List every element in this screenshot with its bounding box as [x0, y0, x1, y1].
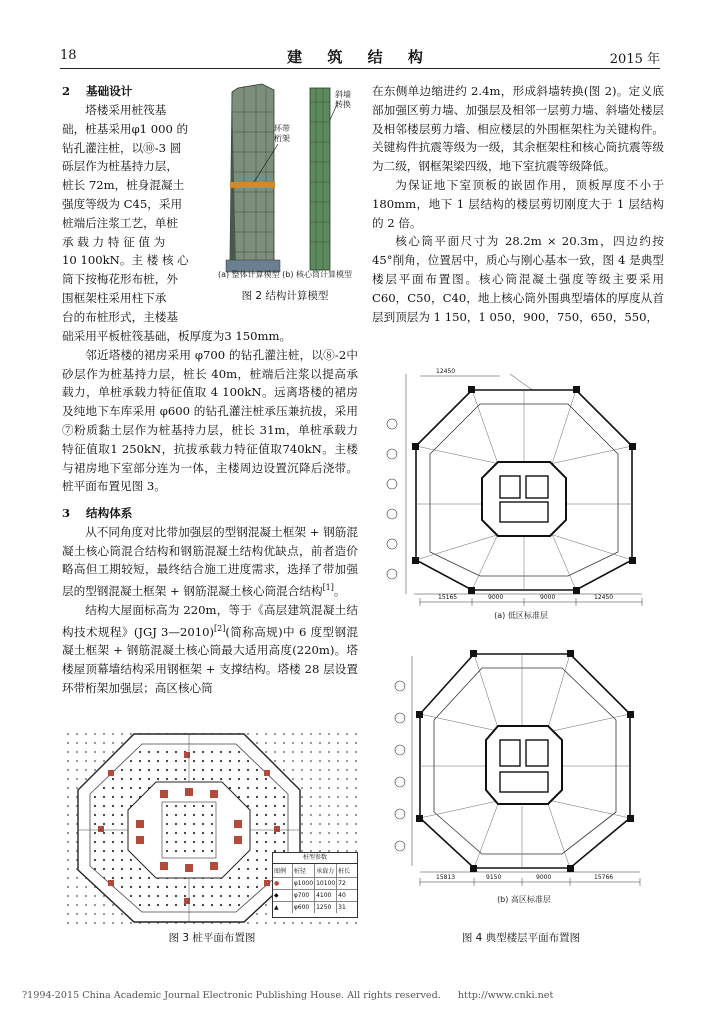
legend-cell: 72: [337, 878, 357, 890]
section-2-wrapped-text: [62, 101, 208, 327]
legend-cell: 40: [337, 890, 357, 902]
figure-3-pile-plan: [64, 730, 360, 924]
core-tube-model: [310, 88, 330, 270]
legend-cell: 承载力: [315, 864, 337, 878]
text-run: (简称高规)中 6 度型钢混凝土框架 + 钢筋混凝土核心筒最大适用高度(220m)。塔楼屋顶幕墙结构采用钢框架 + 支撑结构。塔楼 28 层设置环带桁架加强层；高区核心筒: [62, 624, 359, 695]
text-line: 强度等级为 C45，采用: [62, 196, 183, 211]
legend-grid: [273, 864, 357, 913]
paragraph: 在东侧单边缩进约 2.4m，形成斜墙转换(图 2)。定义底部加强区剪力墙、加强层及相邻一层剪力墙、斜墙处楼层及相邻楼层剪力墙、相应楼层的外围框架柱为关键构件。关键构件抗震等级为一级，其余框架柱和核心筒抗震等级为二级，钢框架梁四级，地下室抗震等级降低。: [372, 84, 664, 174]
running-header: [60, 44, 660, 69]
text-line: 塔楼采用桩筏基: [85, 103, 167, 117]
legend-cell: 桩长: [337, 864, 357, 878]
legend-cell: 4100: [315, 890, 337, 902]
text-line: 砾层作为桩基持力层，: [62, 159, 178, 174]
dimension-label: 12450: [436, 368, 456, 375]
legend-cell: ◆: [273, 890, 293, 902]
section-2-body: [62, 327, 358, 496]
legend-title: 桩型参数: [273, 853, 357, 864]
figure-2-caption: 图 2 结构计算模型: [241, 290, 329, 302]
whole-tower-model: [226, 84, 280, 272]
dimension-label: 9000: [540, 594, 556, 601]
section-title: 基础设计: [86, 84, 133, 98]
copyright-text: ?1994-2015 China Academic Journal Electronic Publishing House. All rights reserved.: [22, 990, 441, 1001]
legend-cell: 桩径: [293, 864, 315, 878]
paragraph: 为保证地下室顶板的嵌固作用，顶板厚度不小于 180mm，地下 1 层结构的楼层剪切刚度大于 1 层结构的 2 倍。: [372, 177, 664, 230]
legend-cell: 1250: [315, 902, 337, 913]
text-line: 台的布桩形式，主楼基: [62, 309, 178, 324]
page-footer: [22, 990, 567, 1001]
slope-wall-label: 斜墙转换: [335, 90, 351, 109]
dimension-label: 15766: [594, 874, 614, 881]
belt-truss-label: 环带桁架: [274, 124, 290, 143]
figure-4b-subcaption: (b) 高区标准层: [497, 895, 551, 904]
section-title: 结构体系: [86, 506, 133, 520]
figure-4b-high-zone-plan: [390, 636, 658, 906]
paragraph: [62, 601, 358, 698]
paragraph: 核心筒平面尺寸为 28.2m × 20.3m，四边约按 45°削角，位置居中，质心与刚心基本一致，图 4 是典型楼层平面布置图。核心筒混凝土强度等级主要采用 C60，C50，C40，地上核心筒外围典型墙体的厚度从首层到顶层为 1 150，1 050，900，750，650，550，: [372, 234, 664, 324]
text-line: 筒下按梅花形布桩，外: [62, 272, 178, 287]
dimension-label: 9000: [488, 594, 504, 601]
dimension-label: 15813: [436, 874, 456, 881]
figure-2-subcaption: (a) 整体计算模型 (b) 核心筒计算模型: [217, 270, 353, 279]
issue-year: 2015 年: [609, 52, 660, 67]
citation-ref[interactable]: [1]: [322, 583, 334, 593]
figure-4a-subcaption: (a) 低区标准层: [494, 611, 548, 620]
figure-4a-low-zone-plan: [380, 364, 662, 622]
page-number: 18: [60, 48, 77, 63]
right-column-text: [372, 82, 664, 326]
legend-cell: ▲: [273, 902, 293, 913]
tower-model-drawing: [210, 82, 358, 282]
legend-cell: 31: [338, 904, 346, 911]
legend-cell: 10100: [315, 878, 337, 890]
section-number: 2: [62, 84, 71, 98]
figure-2-model: [210, 82, 358, 282]
text-run: 结构大屋面标高为 220m，等于《高层建筑混凝土结构技术规程》(JGJ 3—2010): [62, 602, 358, 639]
dimension-label: 9150: [486, 874, 502, 881]
text-run: 。: [333, 584, 346, 599]
floor-plan-a-drawing: [380, 364, 662, 622]
text-line: 桩长 72m，桩身混凝土: [62, 178, 185, 193]
legend-cell: φ1000: [293, 878, 315, 890]
paragraph: [62, 523, 358, 601]
legend-cell: 图例: [273, 864, 293, 878]
text-line: 承 载 力 特 征 值 为: [62, 234, 166, 249]
pile-legend-table: [272, 852, 358, 918]
text-line: 桩端后注浆工艺，单桩: [62, 215, 178, 230]
text-run: 从不同角度对比带加强层的型钢混凝土框架 + 钢筋混凝土核心筒混合结构和钢筋混凝土结构优缺点，前者造价略高但工期较短，最终结合施工进度需求，选择了带加强层的型钢混凝土框架 + 钢筋混凝土核心筒混合结构: [62, 524, 358, 599]
text-line: 础，桩基采用φ1 000 的: [62, 121, 189, 136]
text-line: 围框架柱采用柱下承: [62, 290, 167, 305]
legend-cell: ●: [273, 878, 293, 890]
dimension-label: 15165: [438, 594, 458, 601]
journal-title: 建 筑 结 构: [287, 48, 433, 66]
figure-3-caption: 图 3 桩平面布置图: [168, 932, 256, 944]
floor-plan-b-drawing: [390, 636, 658, 906]
section-3-heading: [62, 504, 358, 523]
belt-truss-band: [230, 182, 275, 188]
section-3: [62, 504, 358, 698]
dimension-label: 9000: [536, 874, 552, 881]
text-line: 10 100kN。主 楼 核 心: [62, 253, 189, 268]
citation-ref[interactable]: [2]: [213, 623, 226, 633]
paragraph: 邻近塔楼的裙房采用 φ700 的钻孔灌注桩，以⑧-2中砂层作为桩基持力层，桩长 40m，桩端后注浆以提高承载力，单桩承载力特征值取 4 100kN。远离塔楼的裙房及纯地下车库采用 φ600 的钻孔灌注桩承压兼抗拔，采用⑦粉质黏土层作为桩基持力层，桩长 31m，单桩承载力特征值取1 250kN，抗拔承载力特征值取740kN。主楼与裙房地下室部分连为一体，主楼周边设置沉降后浇带。桩平面布置见图 3。: [62, 347, 358, 494]
figure-4-caption: 图 4 典型楼层平面布置图: [461, 932, 581, 944]
section-number: 3: [62, 506, 71, 520]
dimension-label: 12450: [594, 594, 614, 601]
footer-url-link[interactable]: http://www.cnki.net: [457, 990, 554, 1001]
legend-cell: φ700: [293, 890, 315, 902]
legend-cell: φ600: [293, 902, 315, 913]
text-line: 钻孔灌注桩，以⑩-3 圆: [62, 140, 182, 155]
text-line: 础采用平板桩筏基础，板厚度为3 150mm。: [62, 329, 292, 343]
